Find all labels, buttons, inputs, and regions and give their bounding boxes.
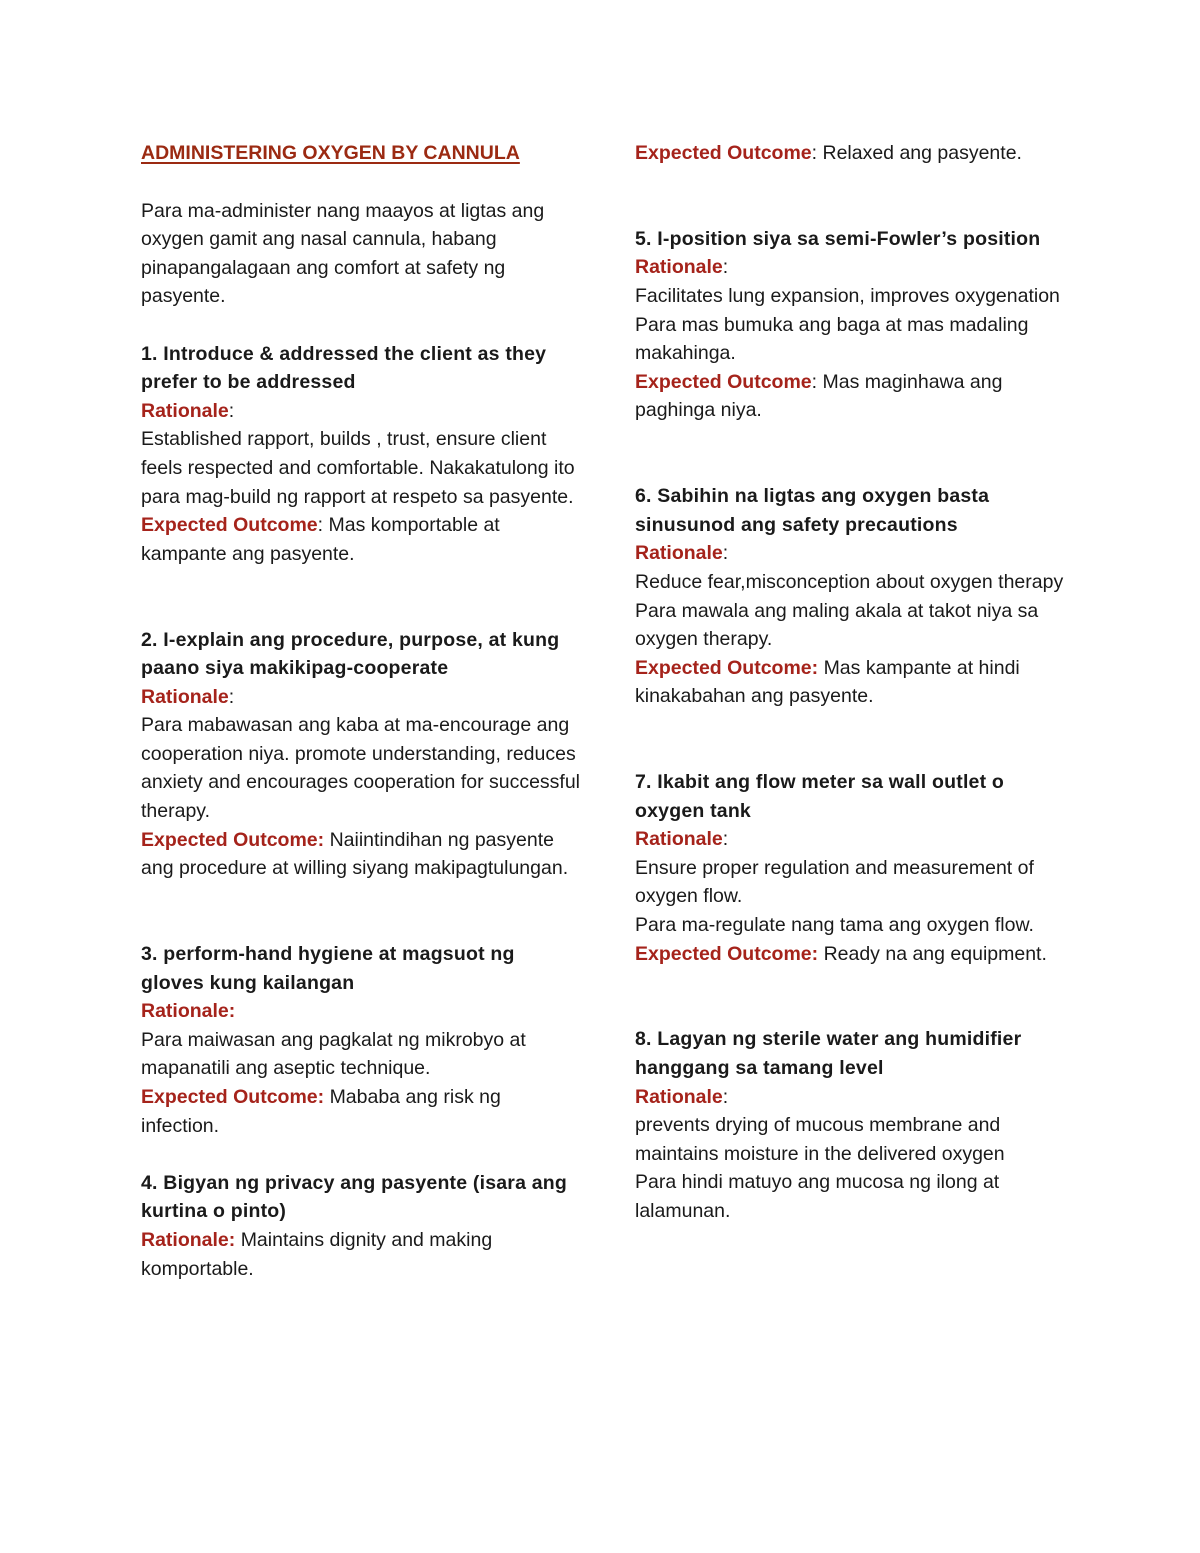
step-3-outcome-row [141,1083,581,1140]
step-7-rationale: Ensure proper regulation and measurement of oxygen flow. [635,856,1034,908]
step-3-rationale: Para maiwasan ang pagkalat ng mikrobyo at mapanatili ang aseptic technique. [141,1028,526,1080]
step-7-heading: 7. Ikabit ang flow meter sa wall outlet o oxygen tank [635,771,1005,822]
step-8-rationale: prevents drying of mucous membrane and maintains moisture in the delivered oxygen [635,1114,1005,1165]
step-5-rationale: Facilitates lung expansion, improves oxygenation [635,284,1060,307]
step-6 [635,482,1075,711]
step-3-heading: 3. perform-hand hygiene at magsuot ng gloves kung kailangan [141,943,515,994]
step-5-heading: 5. I-position siya sa semi-Fowler’s position [635,227,1041,250]
step-4-rationale: Maintains dignity and making komportable. [141,1228,493,1280]
step-6-rationale: Reduce fear,misconception about oxygen therapy [635,570,1064,593]
expected-outcome-label: Expected Outcome [141,514,318,537]
intro-paragraph: Para ma-administer nang maayos at ligtas ang oxygen gamit ang nasal cannula, habang pinapangalagaan ang comfort at safety ng pasyente. [141,199,545,308]
rationale-label: Rationale: [141,1000,236,1023]
rationale-label: Rationale [635,828,723,851]
document-title: ADMINISTERING OXYGEN BY CANNULA [141,142,520,164]
step-1-rationale: Established rapport, builds , trust, ensure client feels respected and comfortable. Nakakatulong ito para mag-build ng rapport at respeto sa pasyente. [141,428,575,508]
rationale-label: Rationale: [141,1228,236,1251]
step-6-rationale-tagalog: Para mawala ang maling akala at takot niya sa oxygen therapy. [635,599,1039,651]
right-column [635,139,1075,1226]
step-8-heading: 8. Lagyan ng sterile water ang humidifier hanggang sa tamang level [635,1028,1022,1079]
step-5-outcome-row: Expected Outcome: Mas maginhawa ang paghinga niya. [635,370,1003,422]
step-3 [141,940,581,1140]
step-2-rationale: Para mabawasan ang kaba at ma-encourage ang cooperation niya. promote understanding, reduces anxiety and encourages cooperation for successful therapy. [141,714,581,823]
step-7-outcome-row [635,940,1075,969]
step-7-outcome: Ready na ang equipment. [823,942,1047,965]
step-2-outcome-row [141,826,581,883]
step-6-outcome-row [635,654,1075,711]
step-2-outcome: Naiintindihan ng pasyente ang procedure at willing siyang makipagtulungan. [141,828,569,880]
step-4-rationale-row [141,1226,581,1283]
expected-outcome-label: Expected Outcome: [635,942,819,965]
rationale-label: Rationale [635,256,723,279]
step-4-outcome-row: Expected Outcome: Relaxed ang pasyente. [635,142,1022,164]
step-3-outcome: Mababa ang risk ng infection. [141,1086,501,1137]
rationale-label: Rationale [635,542,723,565]
step-6-heading: 6. Sabihin na ligtas ang oxygen basta sinusunod ang safety precautions [635,485,990,536]
step-5-outcome: Mas maginhawa ang paghinga niya. [635,370,1003,422]
rationale-label: Rationale [141,685,229,708]
step-5-rationale-tagalog: Para mas bumuka ang baga at mas madaling makahinga. [635,313,1029,365]
expected-outcome-label: Expected Outcome [635,370,812,393]
step-8-rationale-row: Rationale: [635,1085,729,1108]
step-7-rationale-row: Rationale: [635,828,729,851]
expected-outcome-label: Expected Outcome: [635,656,819,679]
expected-outcome-label: Expected Outcome: [141,828,325,851]
step-5 [635,225,1075,425]
step-1-outcome-row: Expected Outcome: Mas komportable at kampante ang pasyente. [141,514,500,565]
step-8-rationale-tagalog: Para hindi matuyo ang mucosa ng ilong at lalamunan. [635,1171,1000,1222]
step-2 [141,626,581,883]
expected-outcome-label: Expected Outcome [635,142,812,164]
left-column [141,139,581,1283]
rationale-label: Rationale [635,1085,723,1108]
step-1-heading: 1. Introduce & addressed the client as they prefer to be addressed [141,342,547,394]
step-7 [635,768,1075,968]
step-5-rationale-row: Rationale: [635,256,729,279]
rationale-label: Rationale [141,399,229,422]
step-2-rationale-row: Rationale: [141,685,235,708]
step-4-continued [635,139,1075,168]
step-4 [141,1169,581,1283]
step-1 [141,340,581,569]
step-1-outcome: Mas komportable at kampante ang pasyente. [141,514,500,565]
step-2-heading: 2. I-explain ang procedure, purpose, at kung paano siya makikipag-cooperate [141,628,560,680]
expected-outcome-label: Expected Outcome: [141,1086,325,1108]
step-4-outcome: Relaxed ang pasyente. [822,142,1022,164]
step-8 [635,1025,1075,1225]
step-7-rationale-tagalog: Para ma-regulate nang tama ang oxygen flow. [635,914,1034,937]
step-1-rationale-row: Rationale: [141,399,235,422]
step-6-outcome: Mas kampante at hindi kinakabahan ang pasyente. [635,656,1020,708]
step-4-heading: 4. Bigyan ng privacy ang pasyente (isara ang kurtina o pinto) [141,1171,568,1223]
step-6-rationale-row: Rationale: [635,542,729,565]
